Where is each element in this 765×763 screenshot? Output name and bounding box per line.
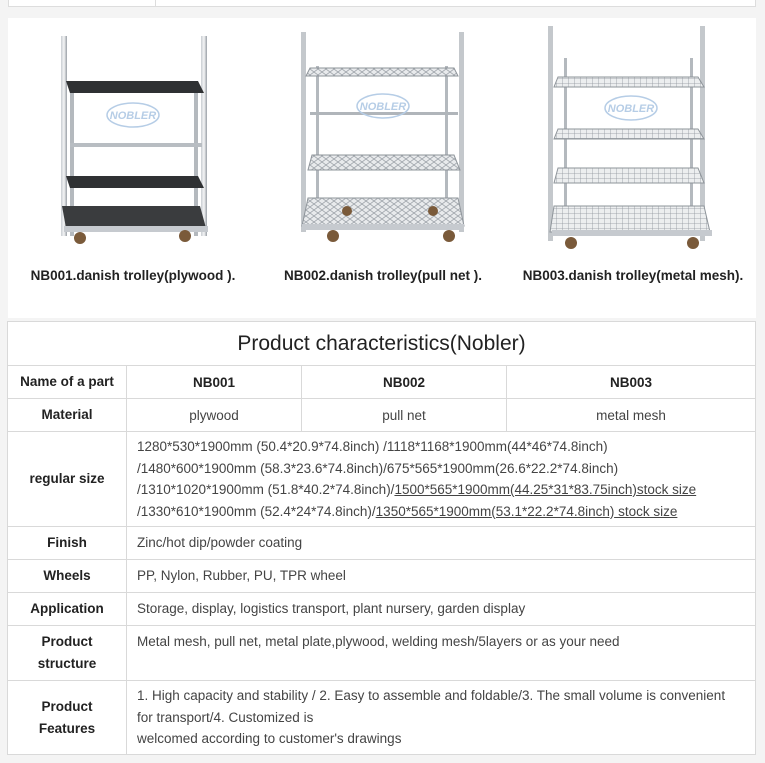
svg-text:NOBLER: NOBLER [109,110,157,122]
row-label: Material [8,399,127,432]
table-row [8,560,756,593]
material-nb002: pull net [302,399,507,432]
wheels-value: PP, Nylon, Rubber, PU, TPR wheel [127,560,756,593]
product-card-nb001[interactable] [8,18,258,318]
material-nb001: plywood [127,399,302,432]
row-label: Application [8,593,127,626]
table-row [8,432,756,527]
size-line: /1330*610*1900mm (52.4*24*74.8inch)/1350*565*1900mm(53.1*22.2*74.8inch) stock size [137,503,678,519]
table-row [8,399,756,432]
finish-value: Zinc/hot dip/powder coating [127,527,756,560]
row-label: Finish [8,527,127,560]
column-header-nb003: NB003 [507,366,756,399]
column-header-nb001: NB001 [127,366,302,399]
row-label: regular size [8,432,127,527]
product-caption: NB001.danish trolley(plywood ). [30,268,236,283]
table-row [8,626,756,681]
divider [155,0,156,7]
size-line: /1480*600*1900mm (58.3*23.6*74.8inch)/675*565*1900mm(26.6*22.2*74.8inch) [137,460,619,476]
row-label: Wheels [8,560,127,593]
product-characteristics-table [7,321,756,755]
row-label: Name of a part [8,366,127,399]
trolley-image-pull-net [258,18,508,258]
trolley-image-plywood [8,18,258,258]
application-value: Storage, display, logistics transport, plant nursery, garden display [127,593,756,626]
product-gallery [8,18,756,318]
product-card-nb003[interactable] [508,18,758,318]
row-label: Product Features [8,681,127,755]
product-caption: NB003.danish trolley(metal mesh). [522,268,744,283]
size-line: /1310*1020*1900mm (51.8*40.2*74.8inch)/1500*565*1900mm(44.25*31*83.75inch)stock size [137,482,697,497]
product-card-nb002[interactable] [258,18,508,318]
svg-text:NOBLER: NOBLER [359,101,407,113]
features-value: 1. High capacity and stability / 2. Easy to assemble and foldable/3. The small volume is convenient for transport/4. Customized is welcomed according to customer's drawings [127,681,756,755]
regular-size-value [127,432,756,527]
table-row [8,593,756,626]
svg-text:NOBLER: NOBLER [607,103,655,115]
table-title: Product characteristics(Nobler) [8,322,756,366]
structure-value: Metal mesh, pull net, metal plate,plywood, welding mesh/5layers or as your need [127,626,756,681]
column-header-nb002: NB002 [302,366,507,399]
table-row [8,366,756,399]
material-nb003: metal mesh [507,399,756,432]
top-strip [8,0,756,7]
table-row [8,527,756,560]
trolley-image-metal-mesh [508,18,758,258]
product-caption: NB002.danish trolley(pull net ). [283,268,483,283]
table-row [8,681,756,755]
size-line: 1280*530*1900mm (50.4*20.9*74.8inch) /1118*1168*1900mm(44*46*74.8inch) [137,439,608,454]
row-label: Product structure [8,626,127,681]
